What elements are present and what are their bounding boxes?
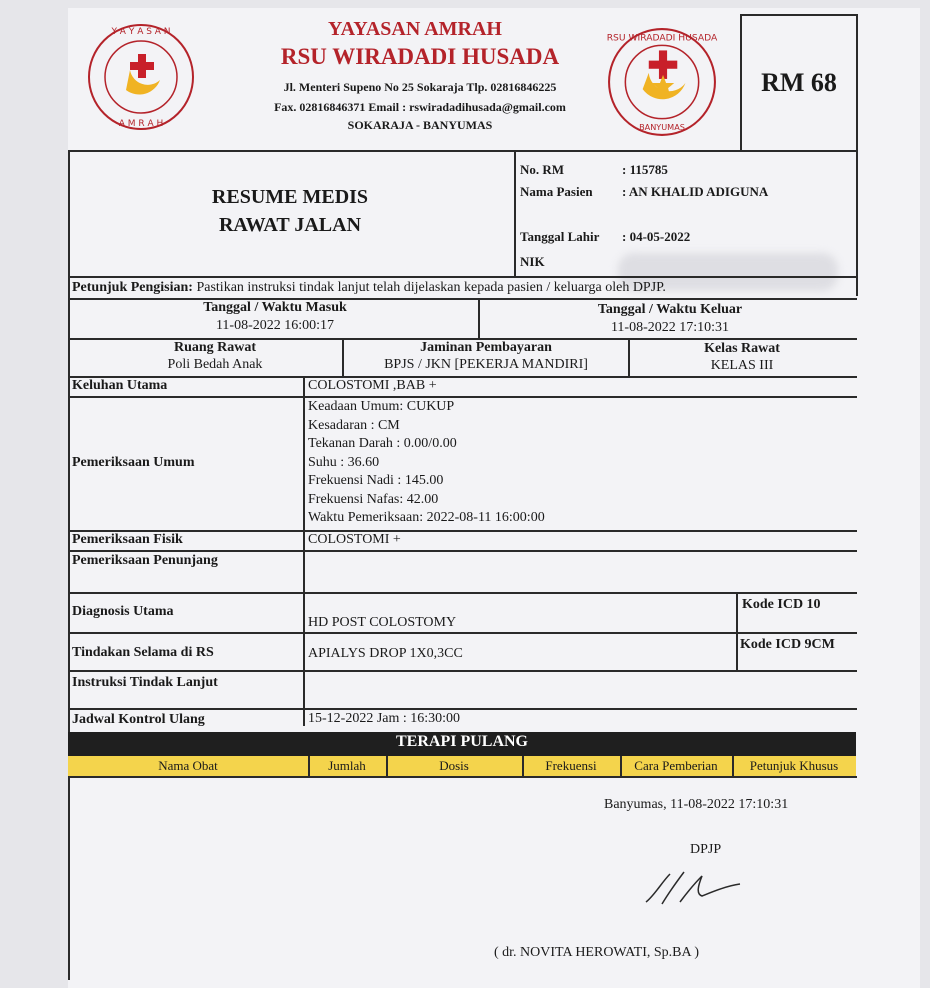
general-exam-item: Suhu : 36.60 [308, 454, 380, 470]
diagnosis-label: Diagnosis Utama [72, 604, 174, 619]
instructions-text: Pastikan instruksi tindak lanjut telah dijelaskan kepada pasien / keluarga oleh DPJP. [196, 280, 666, 295]
therapy-col-qty: Jumlah [328, 758, 366, 773]
room-label: Ruang Rawat [173, 340, 257, 355]
control-value: 15-12-2022 Jam : 16:30:00 [308, 711, 461, 726]
check-out-label: Tanggal / Waktu Keluar [597, 302, 743, 317]
icd9-label: Kode ICD 9CM [740, 637, 835, 652]
doctor-name: ( dr. NOVITA HEROWATI, Sp.BA ) [494, 945, 699, 960]
general-exam-item: Keadaan Umum: CUKUP [308, 399, 455, 414]
hospital-address: Jl. Menteri Supeno No 25 Sokaraja Tlp. 02816846225 [283, 80, 557, 94]
doctor-signature [640, 862, 750, 912]
class-value: KELAS III [710, 358, 774, 373]
hospital-name: RSU WIRADADI HUSADA [280, 44, 560, 69]
procedure-value: APIALYS DROP 1X0,3CC [308, 646, 463, 661]
check-in-label: Tanggal / Waktu Masuk [203, 300, 347, 315]
check-in-value: 11-08-2022 16:00:17 [215, 318, 335, 333]
complaint-value: COLOSTOMI ,BAB + [308, 378, 437, 393]
therapy-col-notes: Petunjuk Khusus [749, 758, 839, 773]
no-rm-value: : 115785 [622, 162, 668, 177]
check-out-value: 11-08-2022 17:10:31 [610, 320, 730, 335]
general-exam-item: Waktu Pemeriksaan: 2022-08-11 16:00:00 [308, 510, 545, 525]
general-exam-item: Kesadaran : CM [308, 417, 400, 433]
therapy-col-frequency: Frekuensi [545, 758, 597, 773]
dob-label: Tanggal Lahir [520, 229, 600, 244]
class-label: Kelas Rawat [704, 341, 780, 356]
document-title-line1: RESUME MEDIS [211, 186, 369, 208]
svg-text:BANYUMAS: BANYUMAS [639, 121, 685, 132]
patient-name-label: Nama Pasien [520, 184, 593, 199]
payer-value: BPJS / JKN [PEKERJA MANDIRI] [384, 357, 588, 372]
no-rm-label: No. RM [520, 162, 565, 177]
physical-exam-label: Pemeriksaan Fisik [72, 532, 183, 547]
foundation-logo [86, 22, 196, 132]
procedure-label: Tindakan Selama di RS [72, 645, 214, 660]
icd10-label: Kode ICD 10 [742, 597, 821, 612]
room-value: Poli Bedah Anak [167, 357, 263, 372]
svg-text:Y A Y A S A N: Y A Y A S A N [111, 27, 171, 37]
nik-label: NIK [520, 254, 545, 269]
patient-name-value: : AN KHALID ADIGUNA [622, 184, 769, 199]
control-label: Jadwal Kontrol Ulang [72, 712, 205, 727]
form-code: RM 68 [761, 68, 837, 97]
hospital-city: SOKARAJA - BANYUMAS [347, 118, 493, 132]
signature-role: DPJP [690, 842, 722, 857]
instructions-label: Petunjuk Pengisian: [72, 280, 193, 295]
general-exam-label: Pemeriksaan Umum [72, 455, 195, 470]
signature-place-date: Banyumas, 11-08-2022 17:10:31 [604, 797, 789, 812]
diagnosis-value: HD POST COLOSTOMY [308, 615, 457, 630]
hospital-contact: Fax. 02816846371 Email : rswiradadihusada@gmail.com [274, 100, 566, 114]
foundation-name: YAYASAN AMRAH [328, 18, 502, 40]
therapy-col-route: Cara Pemberian [634, 758, 718, 773]
general-exam-item: Frekuensi Nadi : 145.00 [308, 473, 444, 488]
therapy-title: TERAPI PULANG [68, 732, 856, 756]
therapy-col-name: Nama Obat [158, 758, 218, 773]
instructions-row [72, 280, 852, 296]
therapy-col-dose: Dosis [439, 758, 469, 773]
svg-text:A M R A H: A M R A H [118, 119, 164, 129]
complaint-label: Keluhan Utama [72, 378, 168, 393]
general-exam-item: Tekanan Darah : 0.00/0.00 [308, 436, 457, 451]
general-exam-item: Frekuensi Nafas: 42.00 [308, 491, 439, 507]
support-exam-label: Pemeriksaan Penunjang [72, 553, 218, 568]
payer-label: Jaminan Pembayaran [420, 340, 552, 355]
therapy-table-header [68, 756, 856, 776]
physical-exam-value: COLOSTOMI + [308, 532, 401, 547]
hospital-logo [606, 26, 718, 138]
general-exam-list [308, 398, 545, 528]
followup-label: Instruksi Tindak Lanjut [72, 675, 218, 690]
dob-value: : 04-05-2022 [622, 229, 691, 244]
svg-text:RSU WIRADADI HUSADA: RSU WIRADADI HUSADA [606, 32, 718, 44]
document-title-line2: RAWAT JALAN [218, 214, 362, 236]
